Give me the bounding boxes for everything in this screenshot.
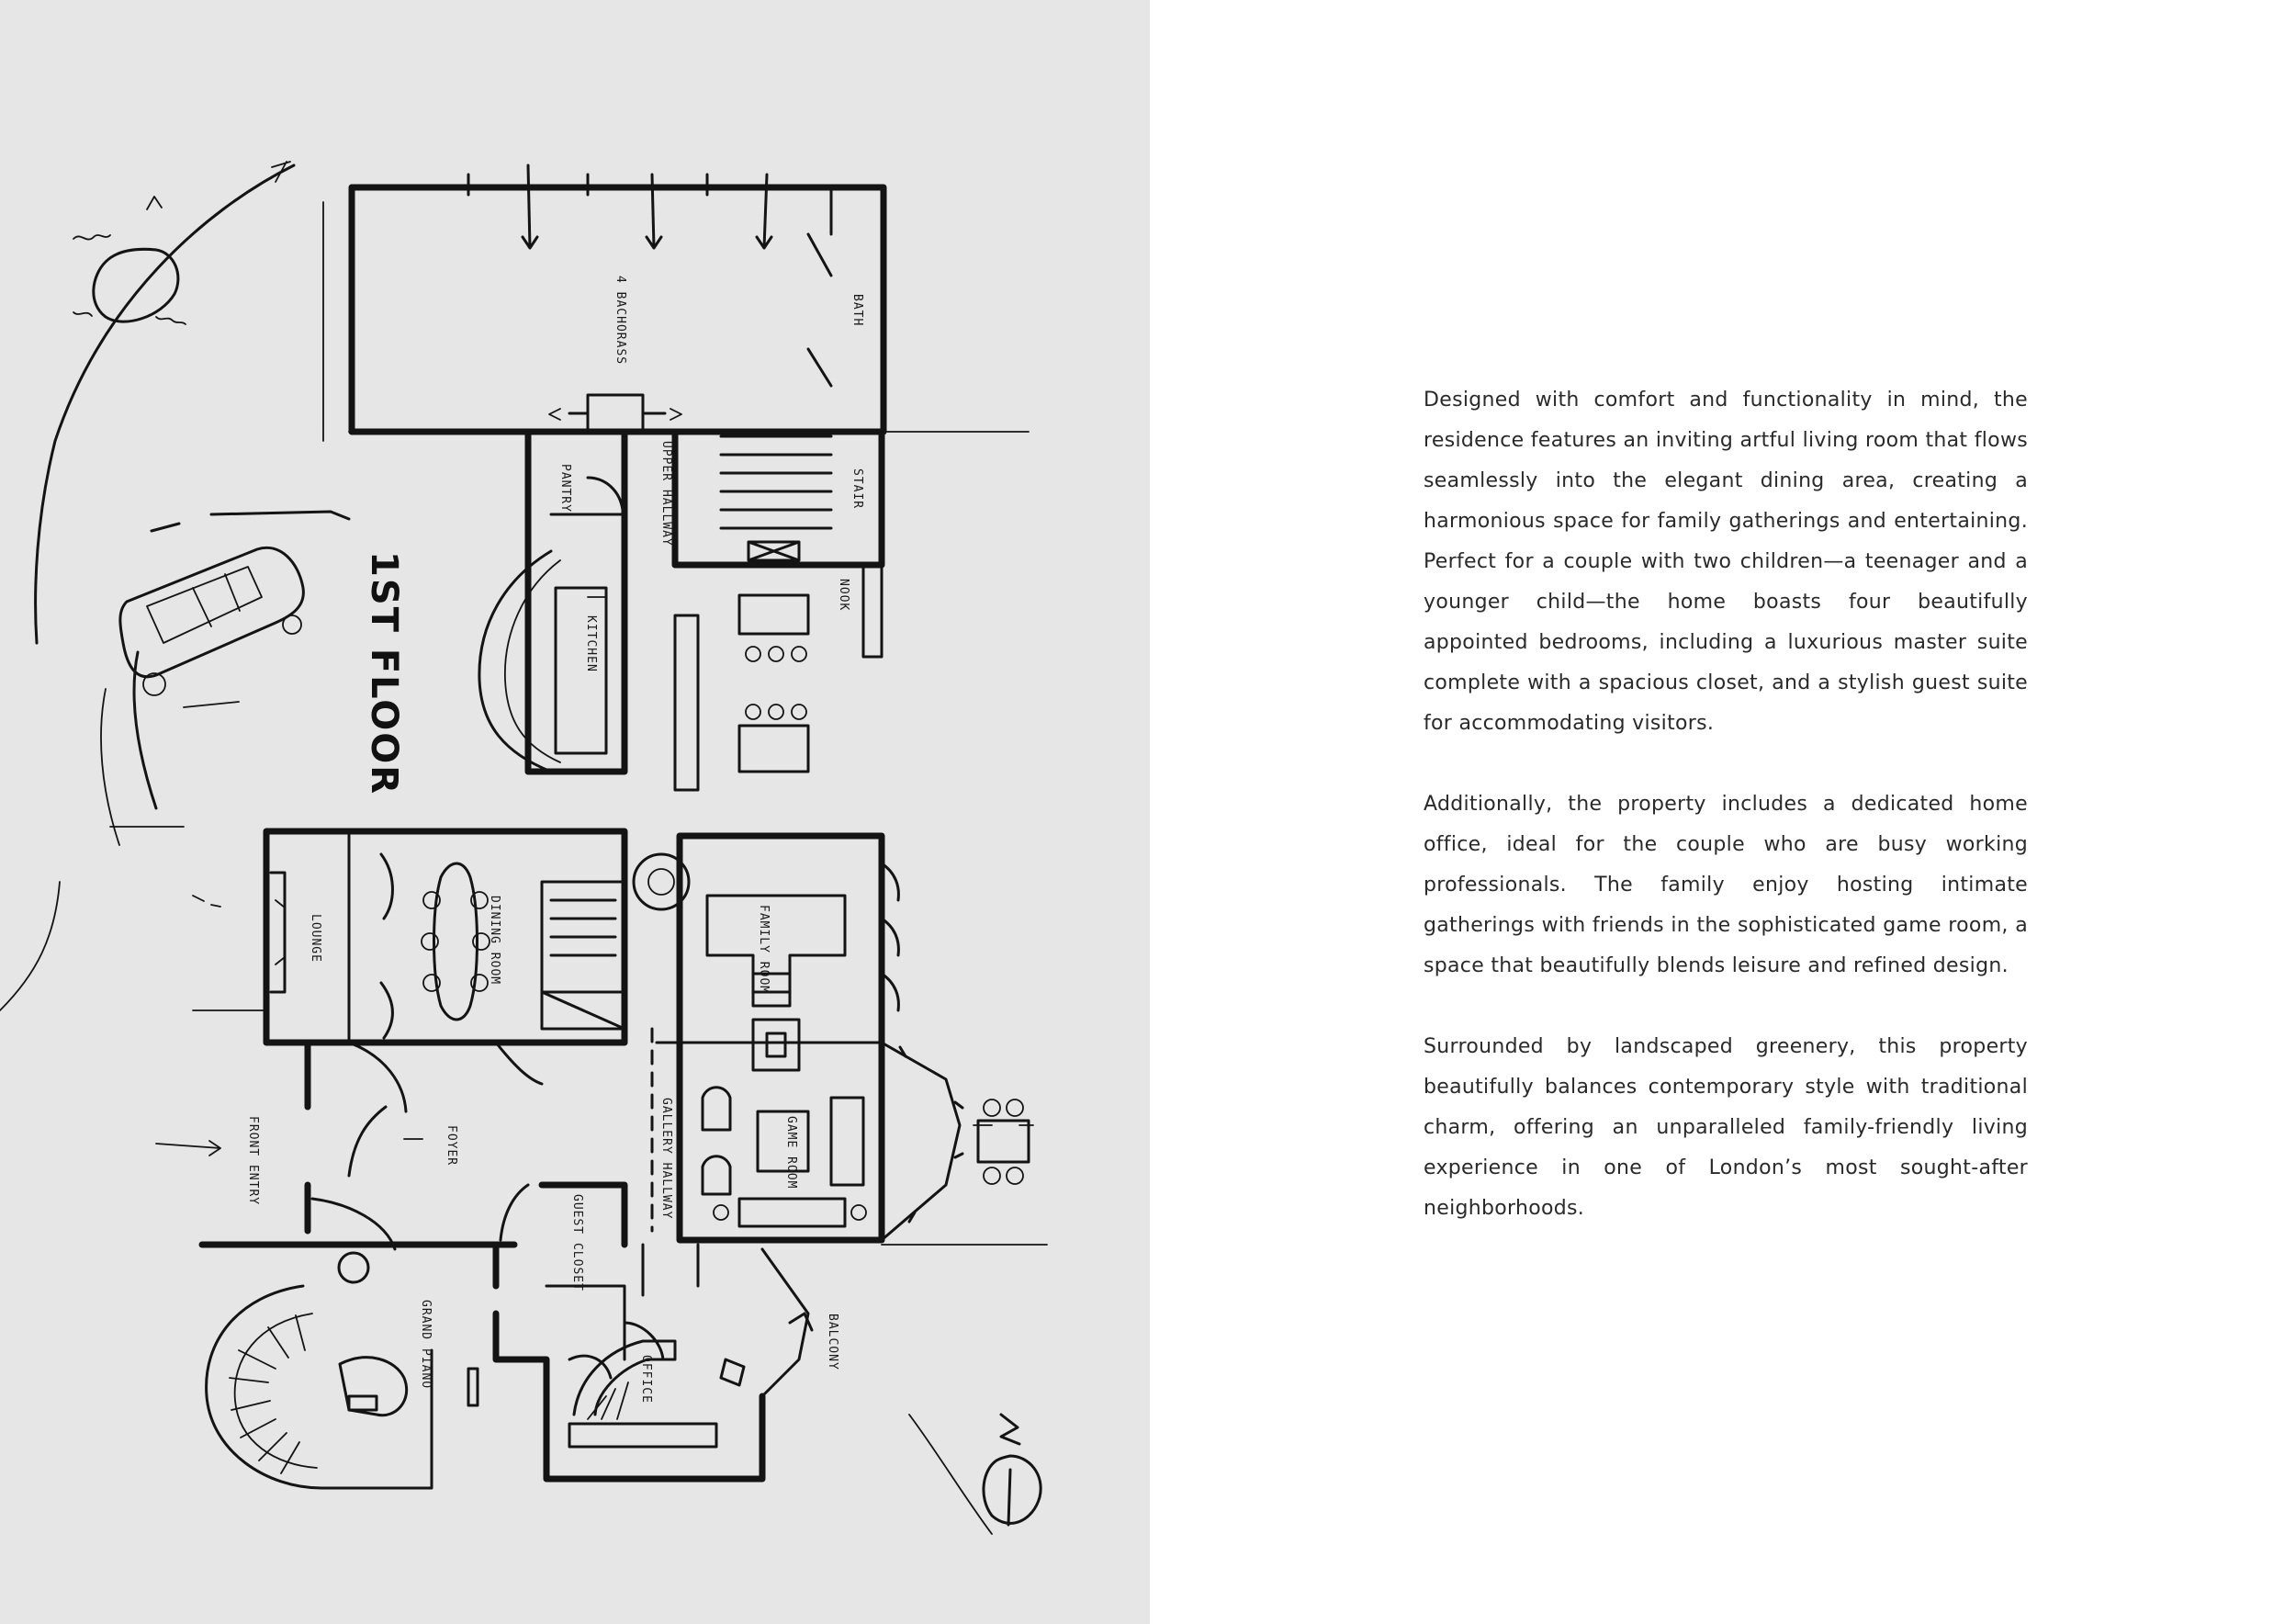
description-text (1424, 380, 2028, 1269)
label-foyer: FOYER (445, 1125, 458, 1167)
label-balcony: BALCONY (826, 1314, 839, 1370)
room-labels (246, 276, 864, 1404)
label-front-entry: FRONT ENTRY (246, 1116, 260, 1206)
label-stair: STAIR (850, 468, 864, 510)
label-guest-closet: GUEST CLOSET (570, 1194, 584, 1291)
label-upper-hallway: UPPER HALLWAY (659, 441, 673, 547)
north-arrow-icon (909, 1415, 1041, 1534)
floor-label: 1ST FLOOR (363, 551, 405, 796)
label-pantry: PANTRY (558, 464, 572, 513)
label-lounge: LOUNGE (309, 914, 322, 963)
label-family-room: FAMILY ROOM (757, 905, 771, 995)
description-page (1150, 0, 2296, 1624)
family-game-block (634, 836, 1047, 1245)
office-piano-block (207, 1245, 812, 1488)
paragraph-office: Additionally, the property includes a dedicated home office, ideal for the couple who are busy working professionals. The family enjoy hosting intimate gatherings with friends in the sophisticated game room, a space that beautifully blends leisure and refined design. (1424, 793, 2028, 977)
label-bedroom-4: 4 BACHORASS (613, 276, 627, 366)
label-bath: BATH (850, 294, 864, 327)
paragraph-surroundings: Surrounded by landscaped greenery, this property beautifully balances contemporary style with traditional charm, offering an unparalleled family-friendly living experience in one of London’s most sought-after neighborhoods. (1424, 1035, 2028, 1220)
label-dining-room: DINING ROOM (488, 896, 501, 986)
label-game-room: GAME ROOM (784, 1116, 798, 1190)
kitchen-block (479, 432, 882, 790)
label-office: OFFICE (639, 1355, 653, 1404)
upper-wing (323, 165, 1029, 441)
label-grand-piano: GRAND PIANO (419, 1300, 433, 1390)
car-icon (120, 547, 304, 695)
paragraph-intro: Designed with comfort and functionality in mind, the residence features an inviting artful living room that flows seamlessly into the elegant dining area, creating a harmonious space for family gatherings and entertaining. Perfect for a couple with two children—a teenager and a younger child—the home boasts four beautifully appointed bedrooms, including a luxurious master suite complete with a spacious closet, and a stylish guest suite for accommodating visitors. (1424, 389, 2028, 735)
label-nook: NOOK (837, 579, 850, 612)
label-kitchen: KITCHEN (584, 615, 598, 672)
label-gallery-hallway: GALLERY HALLWAY (659, 1098, 673, 1220)
foyer-block (156, 1043, 625, 1282)
